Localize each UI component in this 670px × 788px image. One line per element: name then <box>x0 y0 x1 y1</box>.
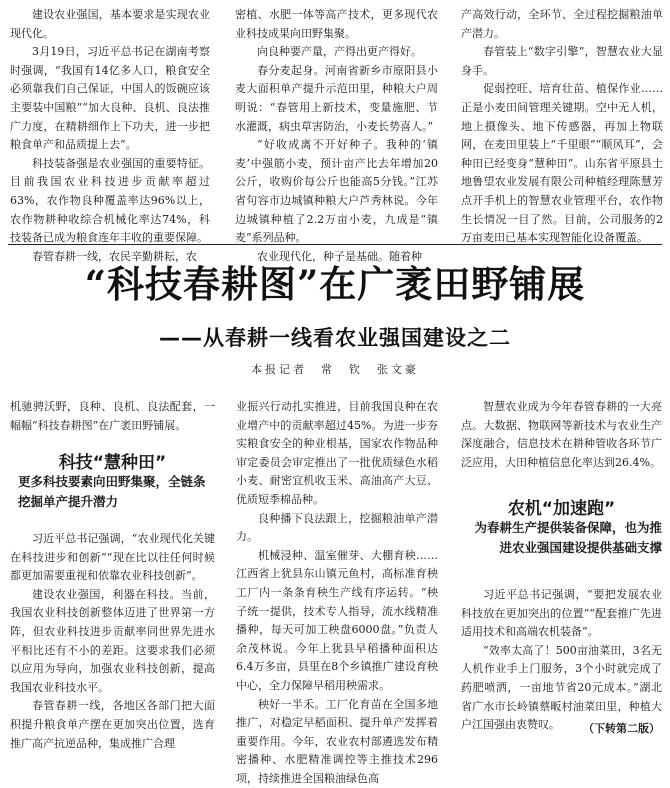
paragraph: 春管装上“数字引擎”，智慧农业大显身手。 <box>461 43 663 80</box>
paragraph: 业振兴行动扎实推进，目前我国良种在农业增产中的贡献率超过45%。为进一步夯实粮食安全的种业根基，国家农作物品种审定委员会审定推出了一批优质绿色水稻小麦、耐密宜机收玉米、高油高产大豆、优质短季棉品种。 <box>236 398 438 510</box>
lower-col-1-body <box>10 530 215 735</box>
section-title-machinery: 农机“加速跑” <box>461 494 662 519</box>
paragraph: 促弱控旺、培育壮苗、植保作业……正是小麦田间管理关键期。空中无人机，地上摄像头、地下传感器，再加上物联网，在麦田里装上“千里眼”“顺风耳”，会种田已经变身“慧种田”。山东省平原县土地鲁望农业发展有限公司种植经理陈慧芳点开手机上的智慧农业管理平台，农作物生长情况一目了然。目前，公司服务的2万亩麦田已基本实现智能化设备覆盖。 <box>461 80 663 247</box>
headline: “科技春耕图”在广袤田野铺展 <box>0 254 670 308</box>
paragraph: 农业现代化，种子是基础。随着种 <box>235 248 438 267</box>
paragraph: 智慧农业成为今年春管春耕的一大亮点。大数据、物联网等新技术与农业生产深度融合，信息技术在耕种管收各环节广泛应用，大田种植信息化率达到26.4%。 <box>461 398 662 472</box>
paragraph: 机械浸种、温室催芽、大棚育秧……江西省上犹县东山镇元鱼村，高标准育秧工厂内一条条育秧生产线有序运转。“秧子统一提供，技术专人指导，流水线精准播种，每天可加工秧盘6000盘。”负责人余茂林说。今年上犹县早稻播种面积达6.4万多亩，县里在8个乡镇推广建设育秧中心，全力保障早稻用秧需求。 <box>236 547 438 696</box>
section-subtitle-machinery: 为春耕生产提供装备保障，也为推进农业强国建设提供基础支撑 <box>466 518 662 558</box>
lower-col-2 <box>236 398 438 736</box>
paragraph: “效率太高了！500亩油菜田，3名无人机作业手上门服务，3个小时就完成了药肥喷洒，一亩地节省20元成本。”湖北省广水市长岭镇蔡畈村油菜田里，种植大户江国强由衷赞叹。 <box>461 642 662 735</box>
continuation-note: （下转第二版） <box>583 720 660 736</box>
upper-col-3 <box>461 6 663 241</box>
paragraph: 习近平总书记强调，“要把发展农业科技放在更加突出的位置”“配套推广先进适用技术和高端农机装备”。 <box>461 586 662 642</box>
lower-col-1-top <box>10 398 215 438</box>
paragraph: 良种播下良法跟上，挖掘粮油单产潜力。 <box>236 510 438 547</box>
upper-col-2 <box>235 6 438 241</box>
paragraph: 习近平总书记强调，“农业现代化关键在科技进步和创新”“现在比以往任何时候都更加需要重视和依靠农业科技创新”。 <box>10 530 215 586</box>
paragraph: 春管春耕一线，农民辛勤耕耘，农 <box>10 248 210 267</box>
byline: 本报记者 常 钦 张文豪 <box>0 361 670 377</box>
paragraph: 科技装备强是农业强国的重要特征。目前我国农业科技进步贡献率超过63%，农作物良种覆盖率达96%以上，农作物耕种收综合机械化率达74%，科技装备已成为粮食连年丰收的重要保障。 <box>10 155 210 248</box>
paragraph: 机驰骋沃野，良种、良机、良法配套，一幅幅“科技春耕图”在广袤田野铺展。 <box>10 398 215 435</box>
paragraph: 密植、水肥一体等高产技术，更多现代农业科技成果向田野集聚。 <box>235 6 438 43</box>
upper-col-1 <box>10 6 210 241</box>
lower-col-3-body <box>461 586 662 718</box>
paragraph: 产高效行动，全环节、全过程挖掘粮油单产潜力。 <box>461 6 663 43</box>
paragraph: 建设农业强国，基本要求是实现农业现代化。 <box>10 6 210 43</box>
upper-divider <box>8 244 662 245</box>
subheadline: ——从春耕一线看农业强国建设之二 <box>0 322 670 352</box>
paragraph: 向良种要产量，产得出更产得好。 <box>235 43 438 62</box>
lower-col-3-top <box>461 398 662 478</box>
paragraph: “好收成离不开好种子。我种的‘镇麦’中强筋小麦，预计亩产比去年增加20公斤，收购价每公斤也能高5分钱。”江苏省句容市边城镇种粮大户芦秀林说。今年边城镇种植了2.2万亩小麦，九成是“镇麦”系列品种。 <box>235 136 438 248</box>
section-title-tech: 科技“慧种田” <box>10 448 215 473</box>
paragraph: 秧好一半禾。工厂化育苗在全国多地推广，对稳定早稻面积、提升单产发挥着重要作用。今年，农业农村部遴选发布精密播种、水肥精准调控等主推技术296项，持续推进全国粮油绿色高 <box>236 696 438 788</box>
section-subtitle-tech: 更多科技要素向田野集聚，全链条挖掘单产提升潜力 <box>18 472 213 512</box>
paragraph: 春分麦起身。河南省新乡市原阳县小麦大面积单产提升示范田里，种粮大户周明说：“春管用上新技术，变量施肥、节水灌溉，病虫草害防治，小麦长势喜人。” <box>235 62 438 136</box>
paragraph: 3月19日，习近平总书记在湖南考察时强调，“我国有14亿多人口，粮食安全必须靠我们自己保证，中国人的饭碗应该主要装中国粮”“加大良种、良机、良法推广力度，在精耕细作上下功夫，进一步把粮食单产和品质提上去”。 <box>10 43 210 155</box>
paragraph: 建设农业强国，利器在科技。当前，我国农业科技创新整体迈进了世界第一方阵，但农业科技进步贡献率同世界先进水平相比还有不小的差距。这要求我们必须以应用为导向，加强农业科技创新，提高我国农业科技水平。 <box>10 586 215 698</box>
paragraph: 春管春耕一线，各地区各部门把大面积提升粮食单产摆在更加突出位置，选育推广高产抗逆品种，集成推广合理 <box>10 697 215 753</box>
